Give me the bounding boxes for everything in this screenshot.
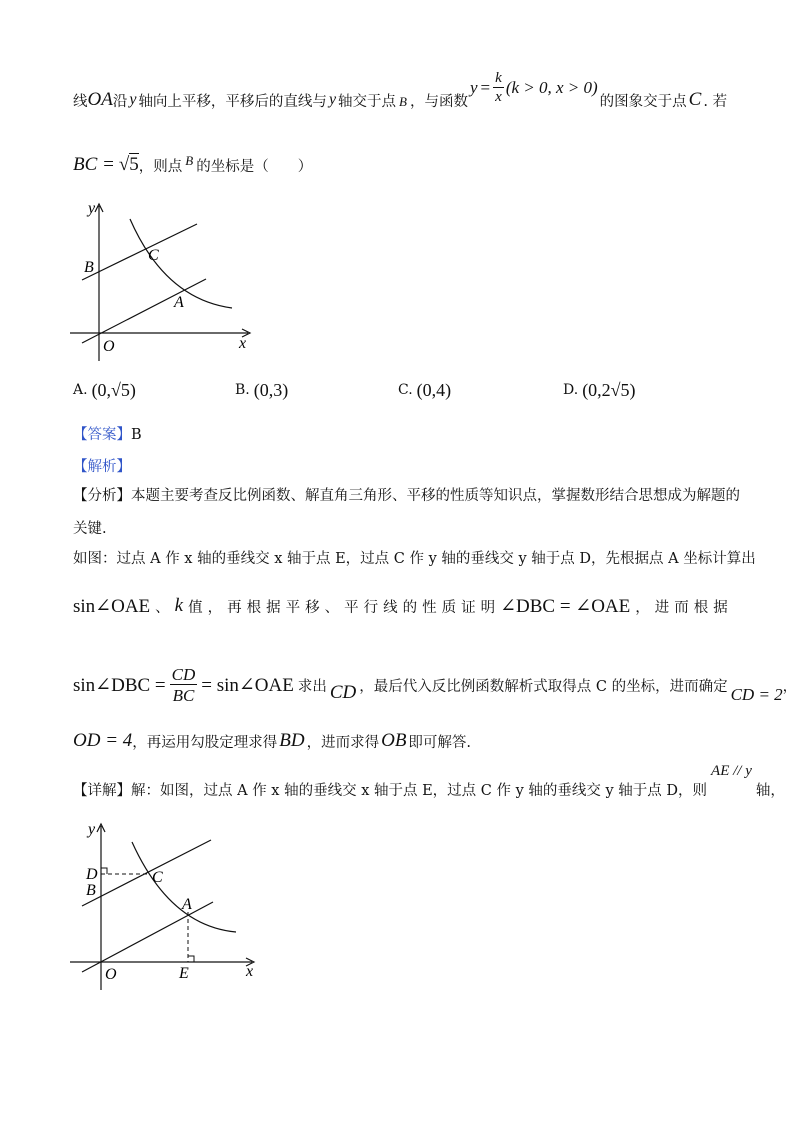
label-c: C (152, 869, 163, 886)
func-y: y (470, 78, 478, 97)
frac-den: BC (172, 686, 195, 705)
func-eq: = (480, 78, 491, 97)
ae-parallel-y: AE // y (711, 763, 752, 779)
q-text: 轴向上平移，平移后的直线与 (138, 93, 327, 110)
text-token: 根 (246, 599, 262, 616)
func-condition: (k > 0, x > 0) (505, 78, 598, 97)
text-token: 、 (324, 599, 340, 616)
math-token: k (174, 595, 184, 616)
text-token: 值 (188, 599, 203, 616)
text-token: 证 (461, 599, 476, 616)
label-x: x (246, 963, 254, 980)
text-token: 据 (713, 599, 728, 616)
segment-oa: OA (87, 89, 113, 110)
fenxi-line-1 (73, 484, 740, 505)
hyperbola-curve (132, 842, 236, 932)
ob: OB (381, 730, 407, 751)
text-token: 再 (227, 599, 242, 616)
text-token: 根 (693, 599, 709, 616)
option-content: (0,4) (416, 379, 452, 400)
label-o: O (105, 966, 117, 983)
fenxi-tag: 【分析】 (73, 488, 131, 504)
question-line-1 (73, 70, 728, 120)
label-o: O (103, 338, 115, 355)
func-fraction (493, 71, 504, 105)
text-token: 行 (363, 599, 379, 616)
text-token: 明 (480, 599, 496, 616)
option-content: (0,√5) (91, 379, 136, 400)
text-token: 进 (654, 599, 670, 616)
fenxi-text: ， (782, 678, 798, 695)
fenxi-text: 本题主要考查反比例函数、解直角三角形、平移的性质等知识点，掌握数形结合思想成为解题的 (131, 488, 740, 504)
od-eq: OD = 4 (73, 730, 133, 751)
q-text: . 若 (703, 93, 728, 110)
text-token: 移 (305, 599, 320, 616)
label-b: B (86, 882, 96, 899)
fenxi-text: 即可解答. (408, 734, 472, 751)
bc-radicand: 5 (129, 154, 139, 175)
option-content: (0,3) (253, 379, 289, 400)
label-b: B (84, 259, 94, 276)
right-angle-e (188, 956, 194, 962)
cd-eq: CD = 2 (730, 685, 783, 704)
sin-oae: = sin∠OAE (201, 674, 294, 696)
cd-bc-fraction (170, 666, 198, 704)
option-letter: D. (563, 382, 579, 398)
label-c: C (148, 247, 159, 264)
text-token: 而 (674, 599, 689, 616)
fenxi-text: ，最后代入反比例函数解析式取得点 C 的坐标，进而确定 (359, 678, 728, 695)
fenxi-line-3: 如图：过点 A 作 x 轴的垂线交 x 轴于点 E，过点 C 作 y 轴的垂线交 y 轴于点 D，先根据点 A 坐标计算出 (73, 551, 756, 567)
q-text: 的图象交于点 (599, 93, 687, 110)
bd: BD (279, 730, 305, 751)
analysis-tag: 【解析】 (73, 459, 131, 475)
text-token: 线 (383, 599, 398, 616)
right-angle-d (101, 868, 107, 874)
q-text: 线 (73, 93, 88, 110)
point-b: B (399, 94, 407, 109)
fenxi-text: ，进而求得 (306, 734, 380, 751)
fenxi-text: ，再运用勾股定理求得 (132, 734, 278, 751)
q-text: 的坐标是（ ） (196, 158, 313, 175)
option-d[interactable] (563, 375, 636, 405)
label-d: D (86, 866, 98, 883)
label-x: x (239, 335, 247, 352)
q-text: 沿 (112, 93, 128, 110)
fenxi-text: 求出 (297, 678, 327, 695)
text-token: ， (207, 599, 223, 616)
q-text: ，则点 (138, 158, 183, 175)
point-b: B (185, 153, 194, 168)
label-e: E (179, 965, 189, 982)
option-content: (0,2√5) (582, 379, 636, 400)
figure-1 (70, 196, 260, 361)
answer-line (73, 423, 142, 444)
point-c: C (688, 89, 702, 110)
xiangjie-text: 解：如图，过点 A 作 x 轴的垂线交 x 轴于点 E，过点 C 作 y 轴的垂线交 y 轴于点 D，则 (131, 783, 708, 799)
frac-num: CD (171, 665, 196, 684)
fenxi-line-5 (73, 663, 797, 707)
math-token: ∠DBC = ∠OAE (500, 595, 631, 617)
text-token: 质 (441, 599, 457, 616)
xiangjie-tag: 【详解】 (73, 783, 131, 799)
text-token: 平 (285, 599, 301, 616)
figure-2 (70, 816, 270, 992)
answer-value: B (131, 427, 142, 443)
option-c[interactable] (398, 375, 451, 405)
math-token: sin∠OAE (73, 595, 151, 617)
func-k: k (495, 70, 502, 86)
axis-y: y (129, 91, 137, 108)
func-x: x (495, 89, 502, 105)
fenxi-line-4 (73, 592, 728, 620)
answer-tag: 【答案】 (73, 427, 131, 443)
option-a[interactable] (73, 375, 136, 405)
q-text: 轴交于点 (338, 93, 397, 110)
q-text: ，与函数 (410, 93, 468, 110)
question-line-2 (73, 150, 312, 180)
label-a: A (182, 896, 192, 913)
xiangjie-text: 轴， (755, 783, 785, 799)
function-expression (470, 71, 598, 105)
sin-dbc: sin∠DBC = (73, 674, 166, 696)
label-y: y (88, 200, 96, 217)
text-token: 据 (266, 599, 281, 616)
cd: CD (329, 682, 357, 703)
axis-y: y (328, 91, 337, 108)
text-token: 平 (344, 599, 359, 616)
text-token: 、 (155, 599, 170, 616)
option-b[interactable] (235, 375, 288, 405)
fenxi-line-2: 关键. (73, 521, 107, 537)
fenxi-line-6 (73, 728, 471, 754)
label-a: A (174, 294, 184, 311)
bc-lhs: BC = (73, 154, 115, 175)
text-token: 性 (422, 599, 437, 616)
option-letter: B. (235, 382, 250, 398)
label-y: y (88, 821, 96, 838)
option-letter: C. (398, 382, 413, 398)
xiangjie-line (73, 760, 785, 800)
text-token: ， (635, 599, 650, 616)
text-token: 的 (402, 599, 418, 616)
option-letter: A. (73, 382, 88, 398)
bc-sqrt: √5 (118, 154, 139, 175)
